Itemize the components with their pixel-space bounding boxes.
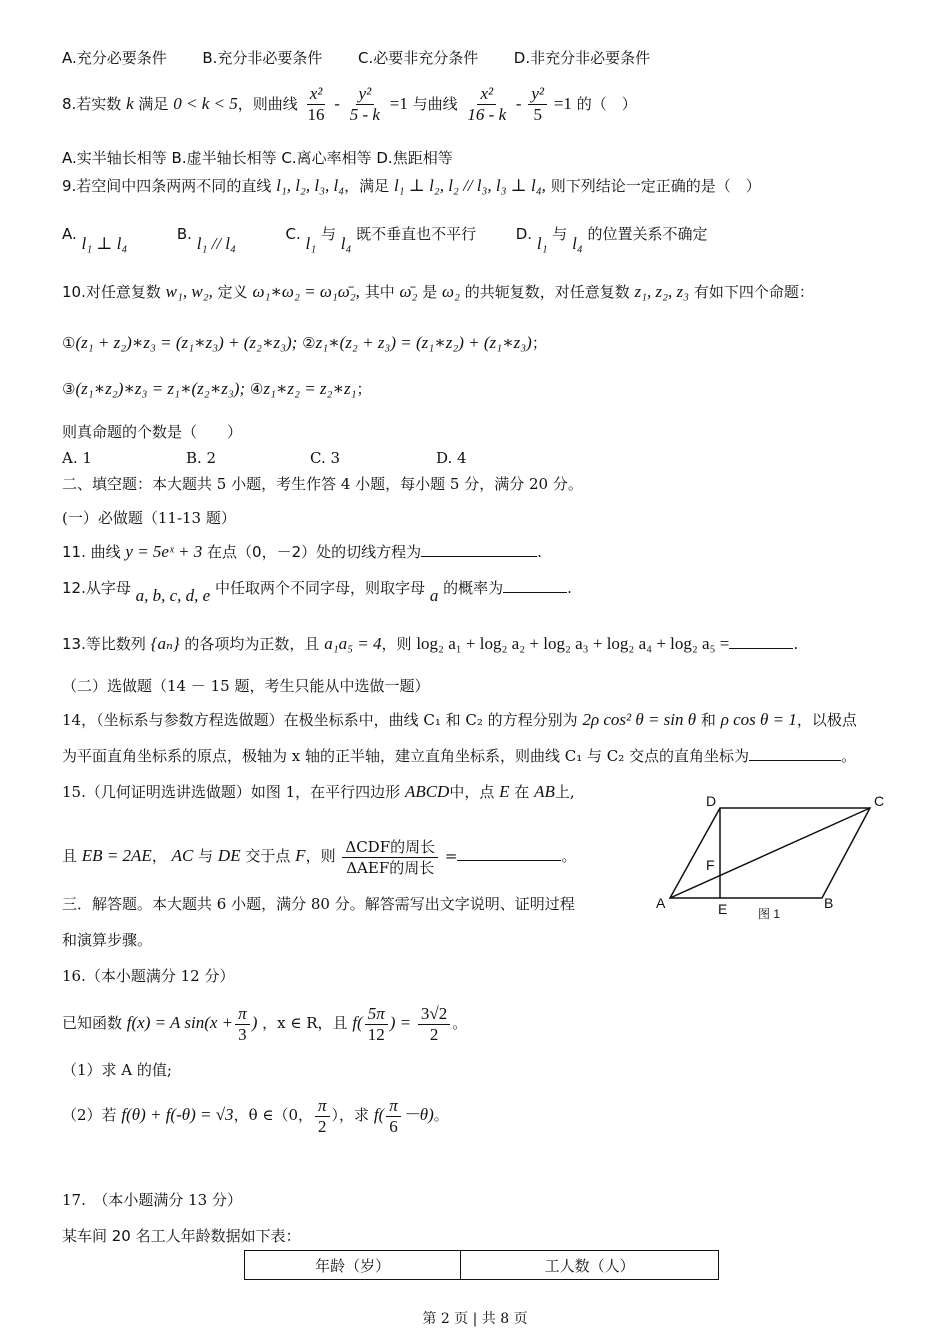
- q15-perimeter-ratio: $\frac{\text{ΔCDF的周长}}{\text{ΔAEF的周长}}$: [342, 837, 438, 878]
- q16-given: 已知函数 f(x) = A sin(x + $\frac{\pi}{3}$ ) ，x ∈ R，且 f( $\frac{5\pi}{12}$ ) = $\frac{3√2}{2}$ 。: [62, 1003, 468, 1044]
- q15-line-2: 且 EB = 2AE， AC 与 DE 交于点 F，则 $\frac{\text{ΔCDF的周长}}{\text{ΔAEF的周长}}$ = 。: [62, 837, 577, 877]
- q7-option-d: D.非充分非必要条件: [513, 49, 651, 67]
- q10-proposition-2: z₁∗(z₂ + z₃) = (z₁∗z₂) + (z₁∗z₃): [315, 333, 532, 352]
- q7-option-a: A.充分必要条件: [62, 49, 167, 67]
- q16-part-1: （1）求 A 的值;: [62, 1061, 172, 1079]
- label-c: C: [874, 793, 885, 809]
- table-header-row: [245, 1251, 719, 1280]
- q14-answer-blank: [749, 746, 841, 761]
- q11-answer-blank: [421, 542, 537, 557]
- q10-proposition-4: z₁∗z₂ = z₂∗z₁: [263, 379, 357, 398]
- q14-line-1: 14，（坐标系与参数方程选做题）在极坐标系中，曲线 C₁ 和 C₂ 的方程分别为 2ρ cos² θ = sin θ 和 ρ cos θ = 1，以极点: [62, 710, 857, 729]
- q9-stem: 9.若空间中四条两两不同的直线 l₁, l₂, l₃, l₄，满足 l₁ ⊥ l₂, l₂ // l₃, l₃ ⊥ l₄, 则下列结论一定正确的是（ ）: [62, 176, 761, 195]
- q16-title: 16.（本小题满分 12 分）: [62, 967, 235, 985]
- q7-option-b: B.充分非必要条件: [202, 49, 323, 67]
- q9-option-d: 的位置关系不确定: [587, 225, 708, 243]
- q8-c1-x-frac: $\frac{\text{x²}}{16}$: [307, 84, 325, 124]
- q17-title: 17. （本小题满分 13 分）: [62, 1191, 242, 1209]
- q10-options: A. 1 B. 2 C. 3 D. 4: [62, 449, 467, 467]
- label-d: D: [706, 793, 717, 809]
- q10-proposition-1: (z₁ + z₂)∗z₃ = (z₁∗z₃) + (z₂∗z₃);: [75, 333, 298, 352]
- q8-options: A.实半轴长相等 B.虚半轴长相等 C.离心率相等 D.焦距相等: [62, 149, 453, 167]
- page-footer: 第 2 页 | 共 8 页: [422, 1311, 528, 1327]
- q9-option-c: 既不垂直也不平行: [356, 225, 477, 243]
- q10-stem: 10.对任意复数 w₁, w₂, 定义 ω₁∗ω₂ = ω₁ω̄₂, 其中 ω̄₂ 是 ω₂ 的共轭复数，对任意复数 z₁, z₂, z₃ 有如下四个命题：: [62, 282, 814, 301]
- label-a: A: [656, 895, 666, 911]
- q10-propositions-1-2: ①(z₁ + z₂)∗z₃ = (z₁∗z₃) + (z₂∗z₃); ②z₁∗(z₂ + z₃) = (z₁∗z₂) + (z₁∗z₃)；: [62, 333, 547, 352]
- q9-option-a: l₁ ⊥ l₄: [81, 234, 128, 253]
- q7-options: [62, 48, 650, 68]
- required-heading: (一）必做题（11-13 题）: [62, 509, 236, 527]
- q15-answer-blank: [457, 846, 561, 861]
- figure-1-parallelogram: [650, 790, 890, 930]
- q7-option-c: C.必要非充分条件: [357, 49, 479, 67]
- section-3-heading-cont: 和演算步骤。: [62, 931, 153, 949]
- table-header-age: 年龄（岁）: [245, 1251, 461, 1280]
- q9-options: A. l₁ ⊥ l₄ B. l₁ // l₄ C. l₁ 与 l₄ 既不垂直也不平行 D. l₁ 与 l₄ 的位置关系不确定: [62, 225, 708, 253]
- q8-c2-x-frac: $\frac{\text{x²}}{16 - k}$: [467, 84, 507, 124]
- section-2-heading: 二、填空题：本大题共 5 小题，考生作答 4 小题，每小题 5 分，满分 20 分。: [62, 475, 583, 493]
- diagonal-ac: [670, 808, 870, 898]
- section-3-heading: 三．解答题。本大题共 6 小题，满分 80 分。解答需写出文字说明、证明过程: [62, 895, 575, 913]
- q8-stem: 8.若实数 k 满足 0 < k < 5，则曲线 $\frac{\text{x²}}{16}$ - $\frac{\text{y²}}{5 - k}$ =1 与曲线 $\frac{\text{x²}}{16 - k}$ - $\frac{\text{y²}}{5}$ =1 的（ ）: [62, 84, 637, 124]
- q8-c2-y-frac: $\frac{\text{y²}}{5}$: [528, 84, 547, 125]
- label-e: E: [718, 901, 728, 917]
- q8-c1-y-frac: $\frac{\text{y²}}{5 - k}$: [349, 84, 380, 124]
- q13-answer-blank: [729, 639, 793, 649]
- q12-answer-blank: [503, 578, 567, 593]
- table-header-count: 工人数（人）: [461, 1251, 719, 1280]
- q14-line-2: 为平面直角坐标系的原点，极轴为 x 轴的正半轴，建立直角坐标系，则曲线 C₁ 与 C₂ 交点的直角坐标为 。: [62, 747, 857, 765]
- q17-intro: 某车间 20 名工人年龄数据如下表：: [62, 1227, 301, 1245]
- q13: 13.等比数列 {aₙ} 的各项均为正数，且 a₁a₅ = 4，则 log₂ a₁ + log₂ a₂ + log₂ a₃ + log₂ a₄ + log₂ a₅ = .: [62, 634, 799, 653]
- q15-line-1: 15.（几何证明选讲选做题）如图 1，在平行四边形 ABCD中，点 E 在 AB上,: [62, 782, 575, 801]
- q10-propositions-3-4: ③(z₁∗z₂)∗z₃ = z₁∗(z₂∗z₃); ④z₁∗z₂ = z₂∗z₁；: [62, 379, 372, 398]
- q16-part-2: （2）若 f(θ) + f(-θ) = √3，θ ∈（0， $\frac{\pi}{2}$ ），求 f( $\frac{\pi}{6}$ －θ)。: [62, 1095, 449, 1136]
- optional-heading: （二）选做题（14 － 15 题，考生只能从中选做一题）: [62, 677, 430, 695]
- q9-option-b: l₁ // l₄: [196, 234, 236, 253]
- q11: 11. 曲线 y = 5eˣ + 3 在点（0，－2）处的切线方程为 .: [62, 542, 542, 561]
- age-table: [244, 1250, 719, 1280]
- figure-caption: 图 1: [758, 907, 781, 921]
- q10-question: 则真命题的个数是（ ）: [62, 423, 243, 441]
- label-b: B: [824, 895, 834, 911]
- label-f: F: [706, 857, 715, 873]
- q10-proposition-3: (z₁∗z₂)∗z₃ = z₁∗(z₂∗z₃);: [75, 379, 246, 398]
- q12: 12.从字母 a, b, c, d, e 中任取两个不同字母，则取字母 a 的概率为 .: [62, 579, 572, 605]
